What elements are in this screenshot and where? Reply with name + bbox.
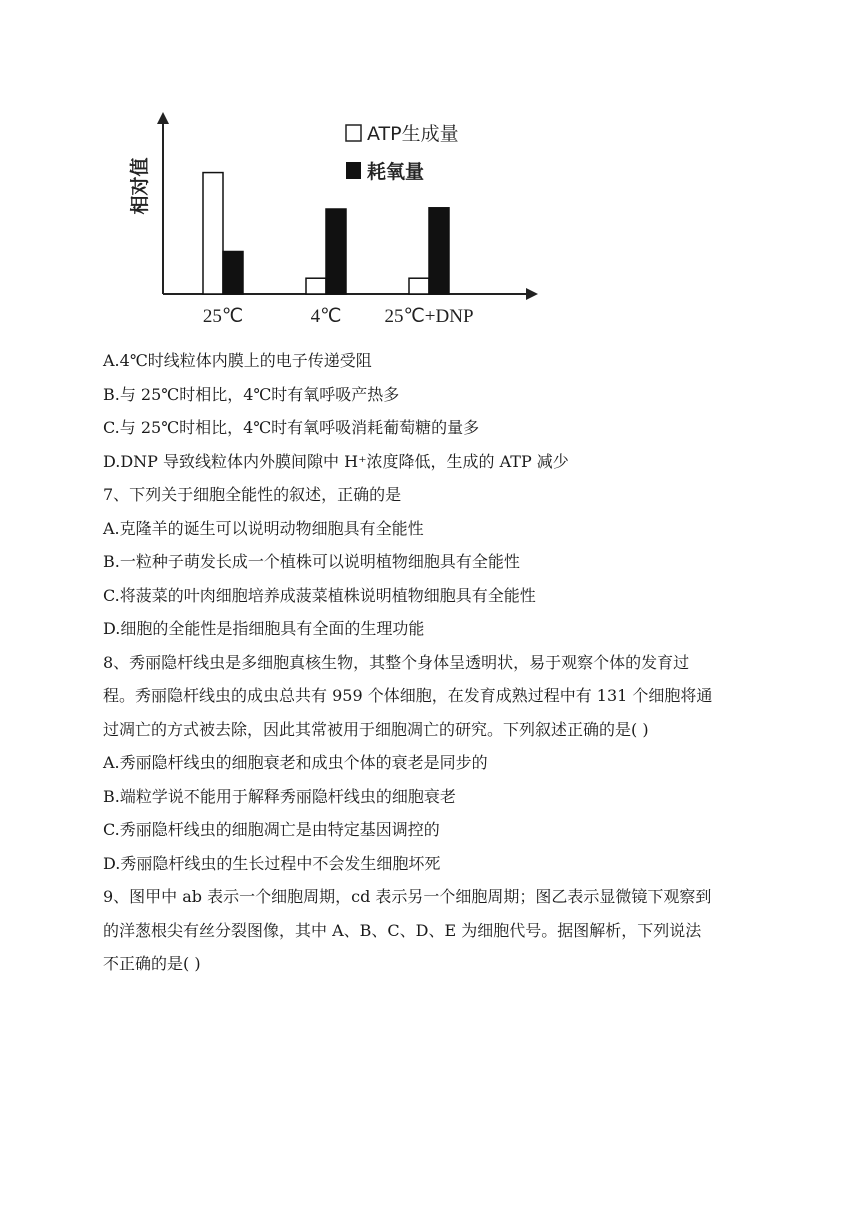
legend-label-oxygen: 耗氧量: [367, 161, 425, 183]
q9-stem-line-1: 9、图甲中 ab 表示一个细胞周期，cd 表示另一个细胞周期；图乙表示显微镜下观察到: [103, 887, 712, 906]
q7-option-d: D.细胞的全能性是指细胞具有全面的生理功能: [103, 619, 425, 638]
q8-stem-line-2: 程。秀丽隐杆线虫的成虫总共有 959 个体细胞，在发育成熟过程中有 131 个细胞将通: [103, 686, 713, 705]
q8-option-c: C.秀丽隐杆线虫的细胞凋亡是由特定基因调控的: [103, 820, 440, 839]
bar-atp-2: [409, 278, 429, 294]
q7-option-c: C.将菠菜的叶肉细胞培养成菠菜植株说明植物细胞具有全能性: [103, 585, 536, 605]
q8-option-a: A.秀丽隐杆线虫的细胞衰老和成虫个体的衰老是同步的: [103, 753, 488, 772]
q8-stem-line-1: 8、秀丽隐杆线虫是多细胞真核生物，其整个身体呈透明状，易于观察个体的发育过: [103, 652, 690, 672]
q6-option-c: C.与 25℃时相比，4℃时有氧呼吸消耗葡萄糖的量多: [103, 418, 480, 437]
q8-option-b: B.端粒学说不能用于解释秀丽隐杆线虫的细胞衰老: [103, 786, 456, 806]
question-text: [103, 344, 753, 981]
q8-stem-line-3: 过凋亡的方式被去除，因此其常被用于细胞凋亡的研究。下列叙述正确的是( ): [103, 719, 649, 739]
q6-option-a: A.4℃时线粒体内膜上的电子传递受阻: [103, 351, 372, 370]
y-axis-label: 相对值: [129, 157, 151, 215]
y-axis-arrow: [157, 112, 169, 124]
x-tick-label-1: 4℃: [310, 306, 342, 327]
bar-oxygen-0: [223, 252, 243, 295]
legend-label-atp: ATP生成量: [367, 123, 459, 145]
q6-option-d: D.DNP 导致线粒体内外膜间隙中 H⁺浓度降低，生成的 ATP 减少: [103, 451, 569, 471]
bar-oxygen-1: [326, 209, 346, 294]
q9-stem-line-3: 不正确的是( ): [103, 954, 201, 973]
legend-swatch-oxygen: [346, 162, 361, 179]
x-tick-labels: [203, 306, 474, 327]
bar-atp-1: [306, 278, 326, 294]
q7-stem: 7、下列关于细胞全能性的叙述，正确的是: [103, 485, 402, 504]
bar-atp-0: [203, 173, 223, 294]
q7-option-a: A.克隆羊的诞生可以说明动物细胞具有全能性: [103, 518, 424, 538]
chart-bars: [203, 173, 449, 294]
q8-option-d: D.秀丽隐杆线虫的生长过程中不会发生细胞坏死: [103, 853, 441, 873]
q6-option-b: B.与 25℃时相比，4℃时有氧呼吸产热多: [103, 384, 400, 404]
x-tick-label-2: 25℃+DNP: [384, 306, 474, 327]
x-axis-arrow: [526, 288, 538, 300]
q7-option-b: B.一粒种子萌发长成一个植株可以说明植物细胞具有全能性: [103, 552, 520, 571]
bar-oxygen-2: [429, 208, 449, 294]
legend-swatch-atp: [346, 125, 361, 141]
x-tick-label-0: 25℃: [202, 306, 244, 327]
chart-legend: [346, 123, 459, 183]
bar-chart: [118, 104, 548, 338]
q9-stem-line-2: 的洋葱根尖有丝分裂图像，其中 A、B、C、D、E 为细胞代号。据图解析，下列说法: [103, 920, 702, 940]
